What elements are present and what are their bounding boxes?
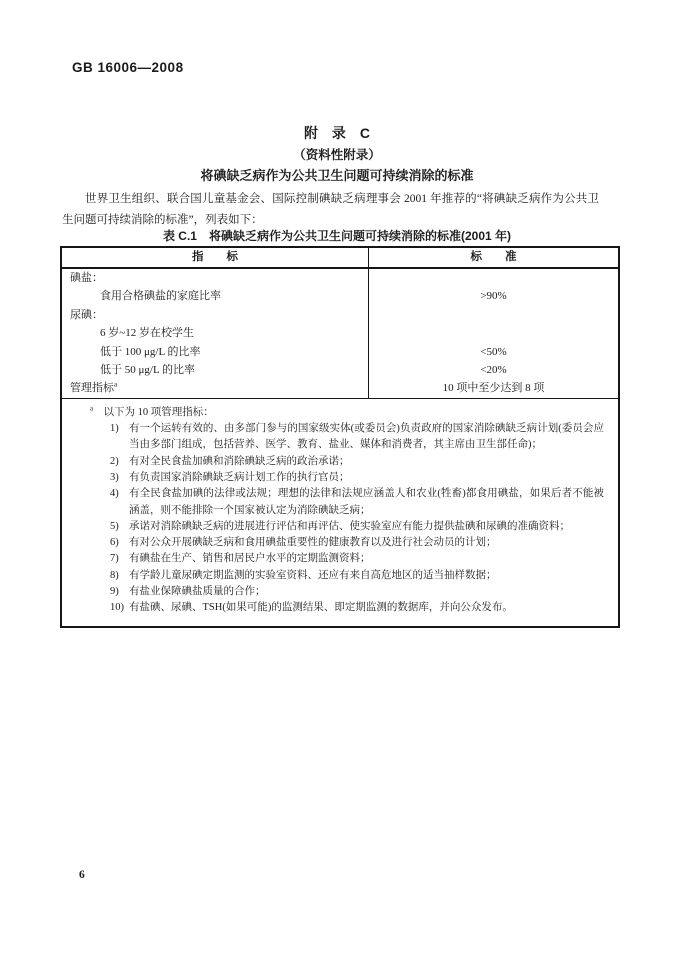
appendix-subject-title: 将碘缺乏病作为公共卫生问题可持续消除的标准 (200, 168, 474, 183)
footnote-item-number: 4) (110, 488, 119, 500)
intro-paragraph: 世界卫生组织、联合国儿童基金会、国际控制碘缺乏病理事会 2001 年推荐的“将碘缺乏病作为公共卫生问题可持续消除的标准”，列表如下： (62, 193, 599, 226)
footnote-item-number: 7) (110, 553, 119, 565)
footnote-item-text: 有碘盐在生产、销售和居民户水平的定期监测资料； (129, 553, 371, 565)
standard-cell: 10 项中至少达到 8 项 (442, 382, 545, 395)
footnote-item-text: 有全民食盐加碘的法律或法规；理想的法律和法规应涵盖人和农业(牲畜)都食用碘盐，如果后者不能被涵盖，则不能排除一个国家被认定为消除碘缺乏病； (129, 488, 604, 516)
footnote-item-text: 有盐碘、尿碘、TSH(如果可能)的监测结果、即定期监测的数据库，并向公众发布。 (129, 602, 513, 614)
footnote-item-text: 有对公众开展碘缺乏病和食用碘盐重要性的健康教育以及进行社会动员的计划； (129, 537, 497, 549)
footnote-item-number: 5) (110, 520, 119, 532)
standard-cell (369, 306, 618, 324)
table-row (62, 361, 618, 379)
footnote-item (110, 600, 604, 616)
appendix-title: 附 录 C (303, 125, 371, 141)
footnote-item (110, 486, 604, 519)
footnote-item-number: 3) (110, 471, 119, 483)
footnote-item (110, 568, 604, 584)
table-row (62, 269, 618, 287)
table-caption: 表 C.1 将碘缺乏病作为公共卫生问题可持续消除的标准(2001 年) (162, 229, 512, 243)
footnote-item-text: 有对全民食盐加碘和消除碘缺乏病的政治承诺； (129, 455, 350, 467)
footnote-item-text: 有一个运转有效的、由多部门参与的国家级实体(或委员会)负责政府的国家消除碘缺乏病计划(委员会应当由多部门组成，包括营养、医学、教育、盐业、媒体和消费者，其主席由卫生部任命)； (129, 423, 604, 451)
footnote-item-number: 2) (110, 455, 119, 467)
footnote-item-text: 承诺对消除碘缺乏病的进展进行评估和再评估、使实验室应有能力提供盐碘和尿碘的准确资料； (129, 520, 570, 532)
standard-cell: >90% (480, 290, 507, 303)
standard-cell (369, 269, 618, 287)
footnote-item-number: 1) (110, 423, 119, 435)
table-row (62, 287, 618, 305)
column-header-indicator: 指 标 (62, 248, 369, 267)
footnote-marker: a (90, 405, 94, 413)
standard-number-header: GB 16006—2008 (72, 60, 184, 75)
footnote-item-number: 9) (110, 586, 119, 597)
table-row (62, 324, 618, 342)
footnote-item (110, 584, 604, 600)
management-label: 管理指标 (70, 382, 114, 395)
footnote-item (110, 454, 604, 470)
standards-table (60, 246, 620, 628)
footnote-item-text: 有盐业保障碘盐质量的合作； (129, 586, 266, 597)
table-body (62, 269, 618, 398)
footnote-item-number: 10) (110, 602, 124, 614)
indicator-cell: 低于 100 μg/L 的比率 (62, 343, 369, 361)
indicator-cell: 碘盐： (62, 269, 369, 287)
footnote-reference-mark: a (114, 380, 118, 389)
footnote-heading (90, 405, 604, 421)
table-row (62, 306, 618, 324)
footnote-item (110, 551, 604, 567)
table-row-management (62, 379, 618, 397)
footnote-item (110, 421, 604, 454)
footnote-item (110, 470, 604, 486)
standard-cell (369, 324, 618, 342)
footnote-item-text: 有负责国家消除碘缺乏病计划工作的执行官员； (129, 471, 350, 483)
indicator-cell: 食用合格碘盐的家庭比率 (62, 287, 369, 305)
indicator-cell: 尿碘： (62, 306, 369, 324)
indicator-cell (62, 379, 369, 397)
standard-cell: <20% (480, 363, 507, 376)
footnote-item-number: 6) (110, 537, 119, 549)
table-header-row (62, 248, 618, 269)
column-header-standard: 标 准 (470, 251, 517, 263)
table-row (62, 343, 618, 361)
table-footnote (62, 398, 618, 626)
footnote-item-text: 有学龄儿童尿碘定期监测的实验室资料、还应有来自高危地区的适当抽样数据； (129, 569, 497, 581)
footnote-item-number: 8) (110, 569, 119, 581)
footnote-item (110, 519, 604, 535)
appendix-type-subtitle: （资料性附录） (293, 148, 381, 162)
footnote-heading-text: 以下为 10 项管理指标： (93, 406, 214, 418)
indicator-cell: 低于 50 μg/L 的比率 (62, 361, 369, 379)
standard-cell: <50% (480, 345, 507, 358)
page-number: 6 (79, 869, 85, 881)
indicator-cell: 6 岁~12 岁在校学生 (62, 324, 369, 342)
footnote-item (110, 535, 604, 551)
